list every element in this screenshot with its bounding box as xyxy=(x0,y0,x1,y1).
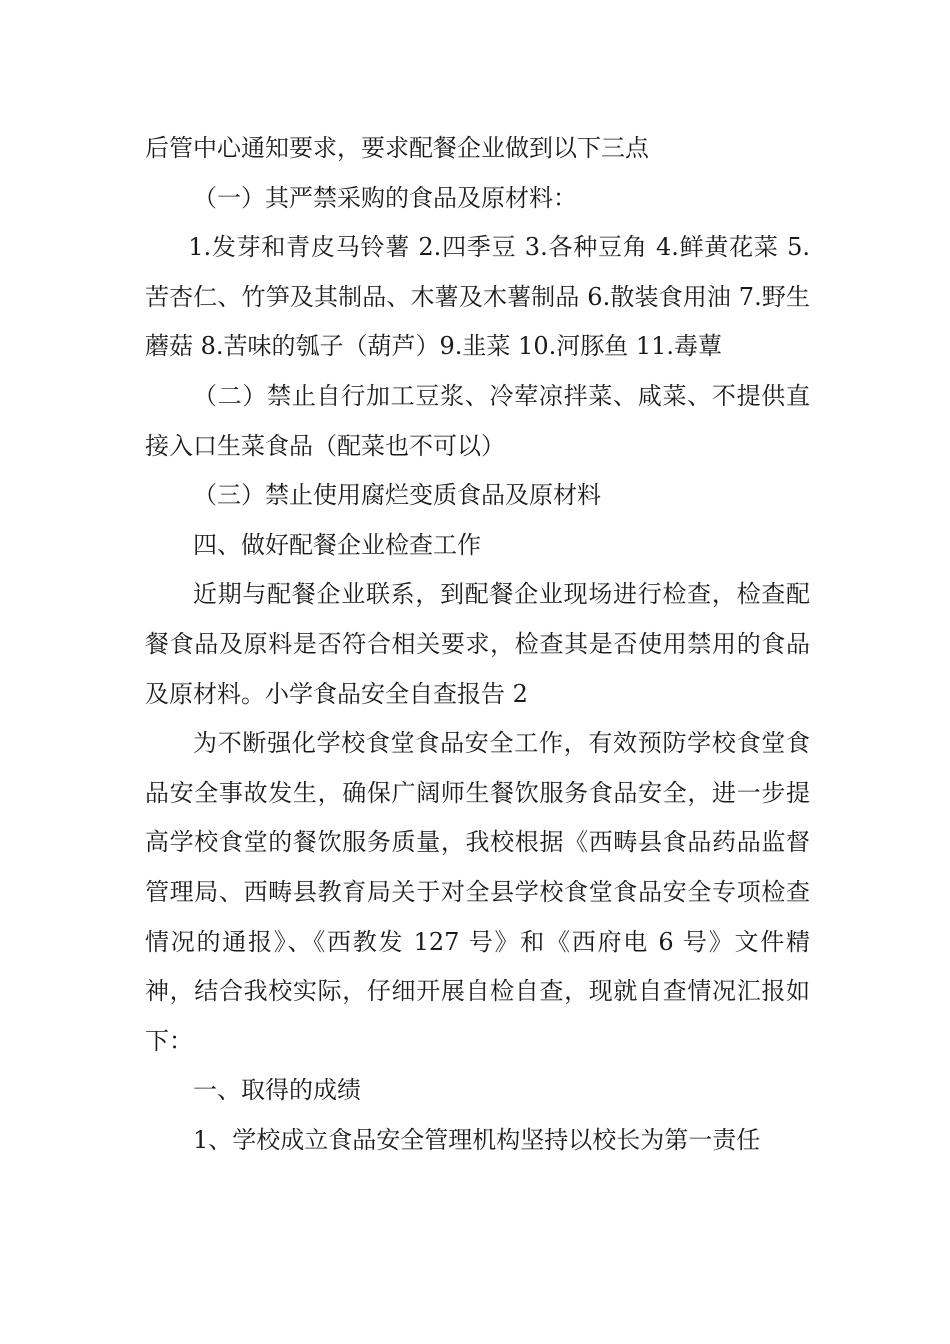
document-body xyxy=(145,124,810,1165)
paragraph-heading-achievements: 一、取得的成绩 xyxy=(193,1076,361,1105)
paragraph-inspection: 近期与配餐企业联系，到配餐企业现场进行检查，检查配餐食品及原料是否符合相关要求，检查其是否使用禁用的食品及原材料。小学食品安全自查报告 2 xyxy=(145,580,810,708)
paragraph-banned-list: 1.发芽和青皮马铃薯 2.四季豆 3.各种豆角 4.鲜黄花菜 5.苦杏仁、竹笋及其制品、木薯及木薯制品 6.散装食用油 7.野生蘑菇 8.苦味的瓠子（葫芦）9.韭菜 10.河豚鱼 11.毒蕈 xyxy=(145,233,810,361)
paragraph-section-3: （三）禁止使用腐烂变质食品及原材料 xyxy=(193,481,601,510)
paragraph-item-1: 1、学校成立食品安全管理机构坚持以校长为第一责任 xyxy=(193,1125,761,1154)
paragraph-section-2: （二）禁止自行加工豆浆、冷荤凉拌菜、咸菜、不提供直接入口生菜食品（配菜也不可以） xyxy=(145,381,810,460)
paragraph-report-intro: 为不断强化学校食堂食品安全工作，有效预防学校食堂食品安全事故发生，确保广阔师生餐饮服务食品安全，进一步提高学校食堂的餐饮服务质量，我校根据《西畴县食品药品监督管理局、西畴县教育局关于对全县学校食堂食品安全专项检查情况的通报》、《西教发 127 号》和《西府电 6 号》文件精神，结合我校实际，仔细开展自检自查，现就自查情况汇报如下： xyxy=(145,729,810,1055)
paragraph-section-1: （一）其严禁采购的食品及原材料： xyxy=(193,183,577,212)
paragraph-continuation: 后管中心通知要求，要求配餐企业做到以下三点 xyxy=(145,134,649,162)
paragraph-heading-4: 四、做好配餐企业检查工作 xyxy=(193,530,481,559)
